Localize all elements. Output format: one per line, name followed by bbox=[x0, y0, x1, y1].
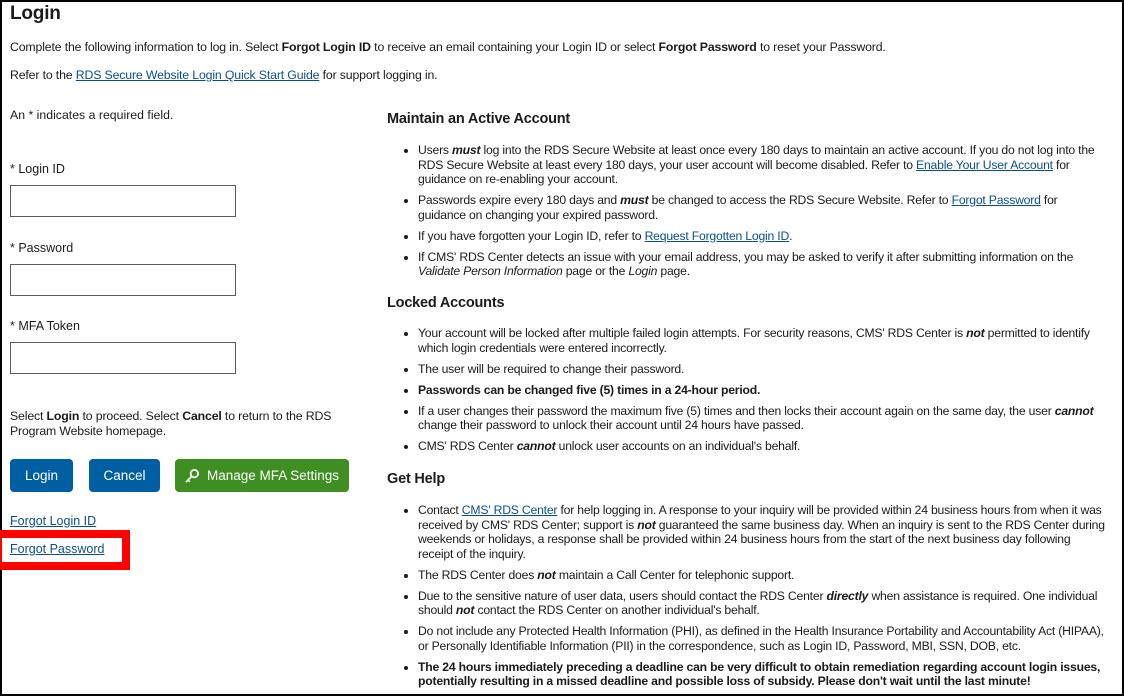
text: Passwords expire every 180 days and bbox=[418, 193, 621, 207]
text: The user will be required to change their password. bbox=[418, 361, 685, 376]
text: log into the RDS Secure Website at least once every 180 days to maintain an active account. If you do not log into the RDS Secure Website at least every 180 days, your user account will become disabled. Refer to bbox=[418, 143, 1095, 172]
proceed-text: to proceed. Select bbox=[79, 409, 183, 423]
text: page. bbox=[657, 264, 690, 278]
list-item bbox=[418, 250, 1107, 279]
list-item bbox=[418, 660, 1107, 689]
proceed-bold-login: Login bbox=[46, 409, 80, 423]
emphasis: not bbox=[966, 326, 985, 340]
text: for help logging in. A response to your inquiry will be provided within 24 business hours from when it was received by CMS' RDS Center; support is bbox=[418, 503, 1102, 532]
refer-suffix: for support logging in. bbox=[319, 68, 438, 82]
intro-text bbox=[10, 40, 886, 54]
intro-bold-forgot-login-id: Forgot Login ID bbox=[281, 40, 371, 54]
key-icon bbox=[185, 468, 200, 483]
list-item bbox=[418, 503, 1107, 561]
refer-text bbox=[10, 68, 437, 82]
text: unlock user accounts on an individual's behalf. bbox=[555, 439, 801, 453]
text: Users bbox=[418, 143, 453, 157]
forgot-password-link[interactable]: Forgot Password bbox=[10, 542, 105, 556]
password-input[interactable] bbox=[10, 264, 236, 296]
text: be changed to access the RDS Secure Website. Refer to bbox=[648, 193, 952, 207]
text: Contact bbox=[418, 503, 462, 517]
text: permitted to identify which login credentials were entered incorrectly. bbox=[418, 326, 1090, 355]
password-label: * Password bbox=[10, 241, 74, 255]
intro-bold-forgot-password: Forgot Password bbox=[658, 40, 757, 54]
quick-start-guide-link[interactable]: RDS Secure Website Login Quick Start Guide bbox=[75, 68, 320, 82]
text: . bbox=[789, 228, 793, 243]
maintain-account-list bbox=[387, 143, 1107, 285]
forgot-password-inline-link[interactable]: Forgot Password bbox=[951, 193, 1041, 207]
text: Your account will be locked after multiple failed login attempts. For security reasons, CMS' RDS Center is bbox=[418, 326, 967, 340]
get-help-heading: Get Help bbox=[387, 471, 446, 487]
text: contact the RDS Center on another individual's behalf. bbox=[474, 603, 760, 617]
login-id-label: * Login ID bbox=[10, 162, 65, 176]
login-id-input[interactable] bbox=[10, 185, 236, 217]
text: The RDS Center does bbox=[418, 567, 538, 582]
proceed-instructions bbox=[10, 409, 350, 439]
login-button-label: Login bbox=[24, 468, 59, 483]
text: for guidance on changing your expired password. bbox=[418, 193, 1058, 222]
get-help-list bbox=[387, 503, 1107, 695]
list-item bbox=[418, 143, 1107, 187]
proceed-bold-cancel: Cancel bbox=[182, 409, 222, 423]
italic: Login bbox=[628, 264, 658, 278]
text: If you have forgotten your Login ID, refer to bbox=[418, 228, 645, 243]
cancel-button[interactable] bbox=[89, 459, 160, 492]
text: for guidance on re-enabling your account. bbox=[418, 157, 1070, 186]
list-item bbox=[418, 383, 1107, 398]
text: change their password to unlock their account until 24 hours have passed. bbox=[418, 418, 804, 432]
list-item bbox=[418, 193, 1107, 222]
list-item bbox=[418, 326, 1107, 355]
emphasis: not bbox=[537, 567, 556, 582]
mfa-token-label: * MFA Token bbox=[10, 319, 80, 333]
text: guaranteed the same business day. When an inquiry is sent to the RDS Center during weekends or holidays, a response shall be provided within 24 business hours from the start of the next business day following receipt of the inquiry. bbox=[418, 517, 1105, 561]
emphasis: not bbox=[455, 603, 475, 617]
cancel-button-label: Cancel bbox=[103, 468, 146, 483]
emphasis: must bbox=[620, 193, 649, 207]
emphasis: cannot bbox=[516, 439, 556, 453]
locked-accounts-heading: Locked Accounts bbox=[387, 295, 505, 311]
page-title: Login bbox=[10, 3, 61, 24]
bold-text: The 24 hours immediately preceding a deadline can be very difficult to obtain remediation regarding account login issues, potentially resulting in a missed deadline and possible loss of subsidy. Please don't wait until the last minute! bbox=[418, 659, 1101, 688]
list-item bbox=[418, 624, 1107, 653]
list-item bbox=[418, 362, 1107, 377]
text: Due to the sensitive nature of user data, users should contact the RDS Center bbox=[418, 588, 827, 603]
manage-mfa-settings-button[interactable] bbox=[175, 459, 349, 492]
locked-accounts-list bbox=[387, 326, 1107, 460]
emphasis: not bbox=[637, 517, 656, 532]
emphasis: must bbox=[452, 143, 481, 157]
maintain-account-heading: Maintain an Active Account bbox=[387, 111, 571, 127]
refer-prefix: Refer to the bbox=[10, 68, 76, 82]
text: If a user changes their password the maximum five (5) times and then locks their account again on the same day, the user bbox=[418, 403, 1055, 418]
proceed-text: to return to the RDS Program Website homepage. bbox=[10, 409, 332, 438]
text: maintain a Call Center for telephonic support. bbox=[555, 567, 795, 582]
bold-text: Passwords can be changed five (5) times in a 24-hour period. bbox=[418, 382, 761, 397]
intro-text-part: to reset your Password. bbox=[756, 40, 886, 54]
required-note: An * indicates a required field. bbox=[10, 108, 174, 122]
mfa-token-input[interactable] bbox=[10, 342, 236, 374]
list-item bbox=[418, 439, 1107, 454]
intro-text-part: to receive an email containing your Login ID or select bbox=[370, 40, 659, 54]
list-item bbox=[418, 589, 1107, 618]
text: Do not include any Protected Health Information (PHI), as defined in the Health Insurance Portability and Accountability Act (HIPAA), or Personally Identifiable Information (PII) in the correspondence, such as Login ID, Password, MBI, SSN, DOB, etc. bbox=[418, 624, 1104, 653]
text: If CMS' RDS Center detects an issue with your email address, you may be asked to verify it after submitting information on the bbox=[418, 249, 1074, 264]
list-item bbox=[418, 404, 1107, 433]
italic: Validate Person Information bbox=[418, 264, 563, 278]
login-button[interactable] bbox=[10, 459, 73, 492]
emphasis: directly bbox=[826, 588, 869, 603]
proceed-text: Select bbox=[10, 409, 47, 423]
mfa-button-label: Manage MFA Settings bbox=[206, 468, 340, 483]
list-item bbox=[418, 229, 1107, 244]
enable-user-account-link[interactable]: Enable Your User Account bbox=[916, 157, 1053, 172]
cms-rds-center-link[interactable]: CMS' RDS Center bbox=[461, 503, 558, 517]
request-forgotten-login-id-link[interactable]: Request Forgotten Login ID bbox=[644, 228, 790, 243]
list-item bbox=[418, 568, 1107, 583]
emphasis: cannot bbox=[1054, 403, 1094, 418]
intro-text-part: Complete the following information to log in. Select bbox=[10, 40, 282, 54]
text: CMS' RDS Center bbox=[418, 439, 517, 453]
forgot-login-id-link[interactable]: Forgot Login ID bbox=[10, 514, 97, 528]
text: page or the bbox=[562, 264, 629, 278]
text: when assistance is required. One individual should bbox=[418, 588, 1098, 617]
